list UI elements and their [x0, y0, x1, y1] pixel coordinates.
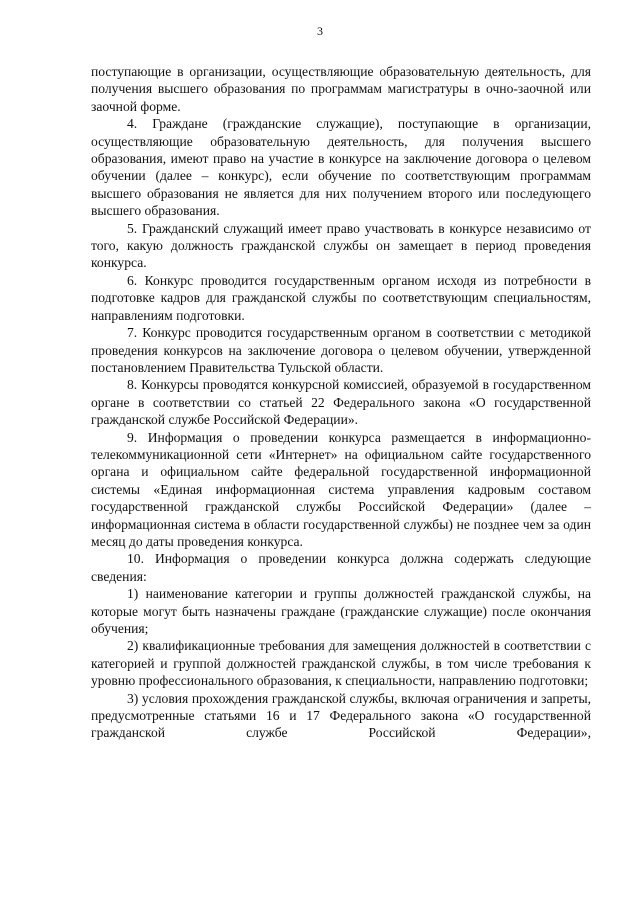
subitem-3: 3) условия прохождения гражданской службы, включая ограничения и запреты, предусмотренные статьями 16 и 17 Федерального закона «О государственной гражданской службе Российской Федерации», [91, 690, 591, 741]
subitem-1: 1) наименование категории и группы должностей гражданской службы, на которые могут быть назначены граждане (гражданские служащие) после окончания обучения; [91, 586, 591, 636]
paragraph-item-4: 4. Граждане (гражданские служащие), поступающие в организации, осуществляющие образовательную деятельность, для получения высшего образования, имеют право на участие в конкурсе на заключение договора о целевом обучении (далее – конкурс), если обучение по соответствующим программам высшего образования не является для них получением второго или последующего высшего образования. [91, 116, 591, 219]
document-body [91, 63, 591, 742]
paragraph-item-10: 10. Информация о проведении конкурса должна содержать следующие сведения: [91, 551, 591, 584]
paragraph-item-5: 5. Гражданский служащий имеет право участвовать в конкурсе независимо от того, какую должность гражданской службы он замещает в период проведения конкурса. [91, 220, 591, 271]
paragraph-continuation: поступающие в организации, осуществляющие образовательную деятельность, для получения высшего образования по программам магистратуры в очно-заочной или заочной форме. [91, 64, 591, 114]
paragraph-item-9: 9. Информация о проведении конкурса размещается в информационно-телекоммуникационной сети «Интернет» на официальном сайте государственного органа и официальном сайте федеральной государственной информационной системы «Единая информационная система управления кадровым составом государственной гражданской службы Российской Федерации» (далее – информационная система в области государственной службы) не позднее чем за один месяц до даты проведения конкурса. [91, 429, 591, 549]
page-number: 3 [317, 24, 323, 38]
paragraph-item-6: 6. Конкурс проводится государственным органом исходя из потребности в подготовке кадров для гражданской службы по соответствующим специальностям, направлениям подготовки. [91, 272, 591, 323]
paragraph-item-8: 8. Конкурсы проводятся конкурсной комиссией, образуемой в государственном органе в соответствии со статьей 22 Федерального закона «О государственной гражданской службе Российской Федерации». [91, 377, 591, 428]
subitem-2: 2) квалификационные требования для замещения должностей в соответствии с категорией и группой должностей гражданской службы, в том числе требования к уровню профессионального образования, к специальности, направлению подготовки; [91, 638, 591, 689]
paragraph-item-7: 7. Конкурс проводится государственным органом в соответствии с методикой проведения конкурсов на заключение договора о целевом обучении, утвержденной постановлением Правительства Тульской области. [91, 325, 591, 375]
